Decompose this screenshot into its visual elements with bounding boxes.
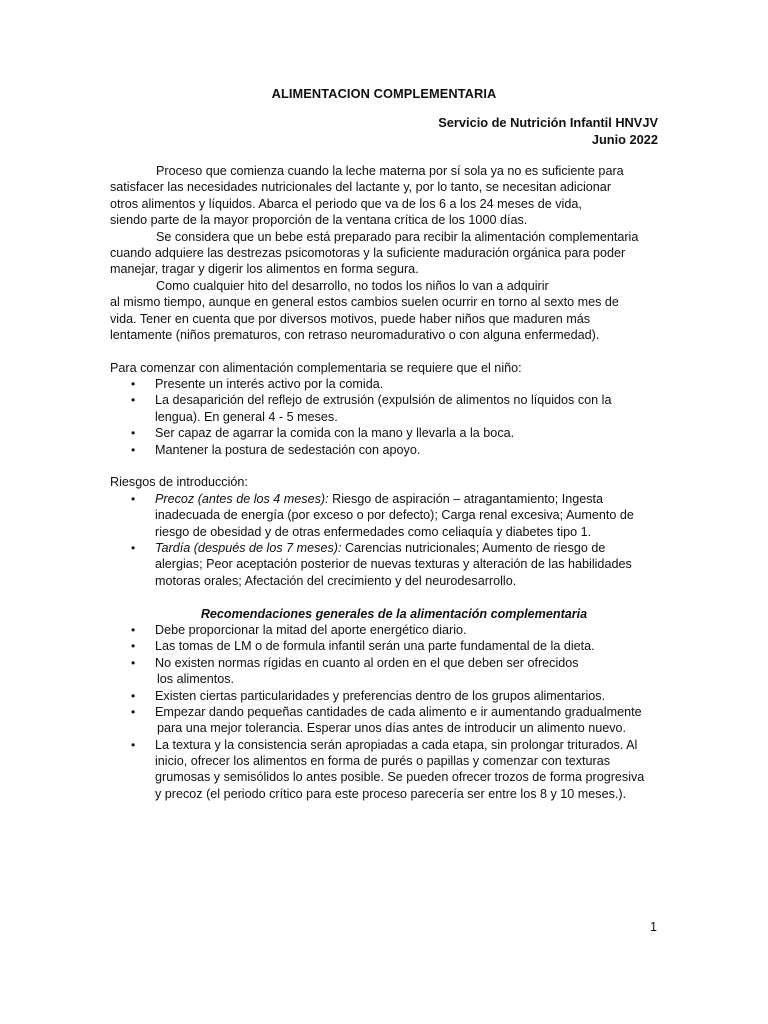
list-item-continuation: inadecuada de energía (por exceso o por defecto); Carga renal excesiva; Aumento de: [155, 508, 634, 523]
list-item: [110, 540, 660, 556]
list-item-text: Mantener la postura de sedestación con apoyo.: [155, 442, 421, 457]
spacer: [110, 589, 660, 605]
intro-p2-line: cuando adquiere las destrezas psicomotoras y la suficiente maduración orgánica para poder: [110, 245, 626, 260]
spacer: [110, 458, 660, 474]
bullet-icon: •: [131, 704, 136, 719]
list-item-text: Presente un interés activo por la comida.: [155, 377, 384, 392]
list-item: [110, 376, 660, 392]
list-item-continuation: y precoz (el periodo crítico para este proceso parecería ser entre los 8 y 10 meses.).: [155, 786, 627, 801]
intro-p2-line: manejar, tragar y digerir los alimentos en forma segura.: [110, 262, 419, 277]
list-item: [110, 425, 660, 441]
list-item-continuation: para una mejor tolerancia. Esperar unos días antes de introducir un alimento nuevo.: [157, 721, 627, 736]
list-item: [110, 737, 660, 753]
list-item: [110, 704, 660, 720]
risk-label: Tardía (después de los 7 meses):: [155, 540, 342, 555]
risk-label: Precoz (antes de los 4 meses):: [155, 491, 329, 506]
list-item-text: Las tomas de LM o de formula infantil serán una parte fundamental de la dieta.: [155, 639, 595, 654]
bullet-icon: •: [131, 655, 136, 670]
requirements-lead: Para comenzar con alimentación complementaria se requiere que el niño:: [110, 360, 522, 375]
bullet-icon: •: [131, 377, 136, 392]
service-name: Servicio de Nutrición Infantil HNVJV: [438, 115, 658, 130]
list-item-text: Riesgo de aspiración – atragantamiento; Ingesta: [328, 491, 604, 506]
spacer: [110, 343, 660, 359]
bullet-icon: •: [131, 737, 136, 752]
intro-p3-line: al mismo tiempo, aunque en general estos cambios suelen ocurrir en torno al sexto mes de: [110, 295, 619, 310]
intro-p1-line: siendo parte de la mayor proporción de la ventana crítica de los 1000 días.: [110, 213, 528, 228]
bullet-icon: •: [131, 442, 136, 457]
list-item: [110, 688, 660, 704]
intro-p1-line: satisfacer las necesidades nutricionales del lactante y, por lo tanto, se necesitan adicionar: [110, 180, 612, 195]
intro-p3-line: Como cualquier hito del desarrollo, no todos los niños lo van a adquirir: [156, 278, 549, 293]
list-item-continuation: alergias; Peor aceptación posterior de nuevas texturas y alteración de las habilidades: [155, 557, 632, 572]
list-item-text: La desaparición del reflejo de extrusión (expulsión de alimentos no líquidos con la: [155, 393, 612, 408]
list-item-text: Existen ciertas particularidades y preferencias dentro de los grupos alimentarios.: [155, 688, 606, 703]
list-item-text: Debe proporcionar la mitad del aporte energético diario.: [155, 622, 467, 637]
list-item-continuation: motoras orales; Afectación del crecimiento y del neurodesarrollo.: [155, 573, 517, 588]
list-item-continuation: los alimentos.: [157, 672, 234, 687]
list-item: [110, 491, 660, 507]
intro-p1-line: otros alimentos y líquidos. Abarca el periodo que va de los 6 a los 24 meses de vida,: [110, 196, 582, 211]
list-item-text: La textura y la consistencia serán apropiadas a cada etapa, sin prolongar triturados. Al: [155, 737, 638, 752]
bullet-icon: •: [131, 622, 136, 637]
document-body: [110, 163, 660, 802]
list-item-continuation: lengua). En general 4 - 5 meses.: [155, 409, 338, 424]
list-item: [110, 442, 660, 458]
list-item: [110, 622, 660, 638]
document-title: ALIMENTACION COMPLEMENTARIA: [271, 86, 497, 101]
list-item-text: Ser capaz de agarrar la comida con la mano y llevarla a la boca.: [155, 426, 515, 441]
bullet-icon: •: [131, 540, 136, 555]
list-item: [110, 655, 660, 671]
intro-p1-line: Proceso que comienza cuando la leche materna por sí sola ya no es suficiente para: [156, 164, 624, 178]
bullet-icon: •: [131, 491, 136, 506]
bullet-icon: •: [131, 639, 136, 654]
bullet-icon: •: [131, 393, 136, 408]
intro-p2-line: Se considera que un bebe está preparado para recibir la alimentación complementaria: [156, 229, 639, 244]
section-heading: Recomendaciones generales de la alimentación complementaria: [200, 606, 588, 621]
list-item: [110, 392, 660, 408]
risks-lead: Riesgos de introducción:: [110, 475, 248, 490]
bullet-icon: •: [131, 426, 136, 441]
intro-p3-line: lentamente (niños prematuros, con retraso neuromadurativo o con alguna enfermedad).: [110, 327, 600, 342]
list-item-text: No existen normas rígidas en cuanto al orden en el que deben ser ofrecidos: [155, 655, 579, 670]
list-item-continuation: riesgo de obesidad y de otras enfermedades como celiaquía y diabetes tipo 1.: [155, 524, 592, 539]
list-item-continuation: inicio, ofrecer los alimentos en forma de purés o papillas y comenzar con texturas: [155, 754, 610, 769]
bullet-icon: •: [131, 688, 136, 703]
list-item-text: Empezar dando pequeñas cantidades de cada alimento e ir aumentando gradualmente: [155, 704, 642, 719]
page-number: 1: [649, 920, 657, 934]
list-item-text: Carencias nutricionales; Aumento de riesgo de: [341, 540, 606, 555]
list-item-continuation: grumosas y semisólidos lo antes posible. Se pueden ofrecer trozos de forma progresiva: [155, 770, 645, 785]
document-date: Junio 2022: [591, 132, 658, 147]
intro-p3-line: vida. Tener en cuenta que por diversos motivos, puede haber niños que maduren más: [110, 311, 591, 326]
list-item: [110, 638, 660, 654]
